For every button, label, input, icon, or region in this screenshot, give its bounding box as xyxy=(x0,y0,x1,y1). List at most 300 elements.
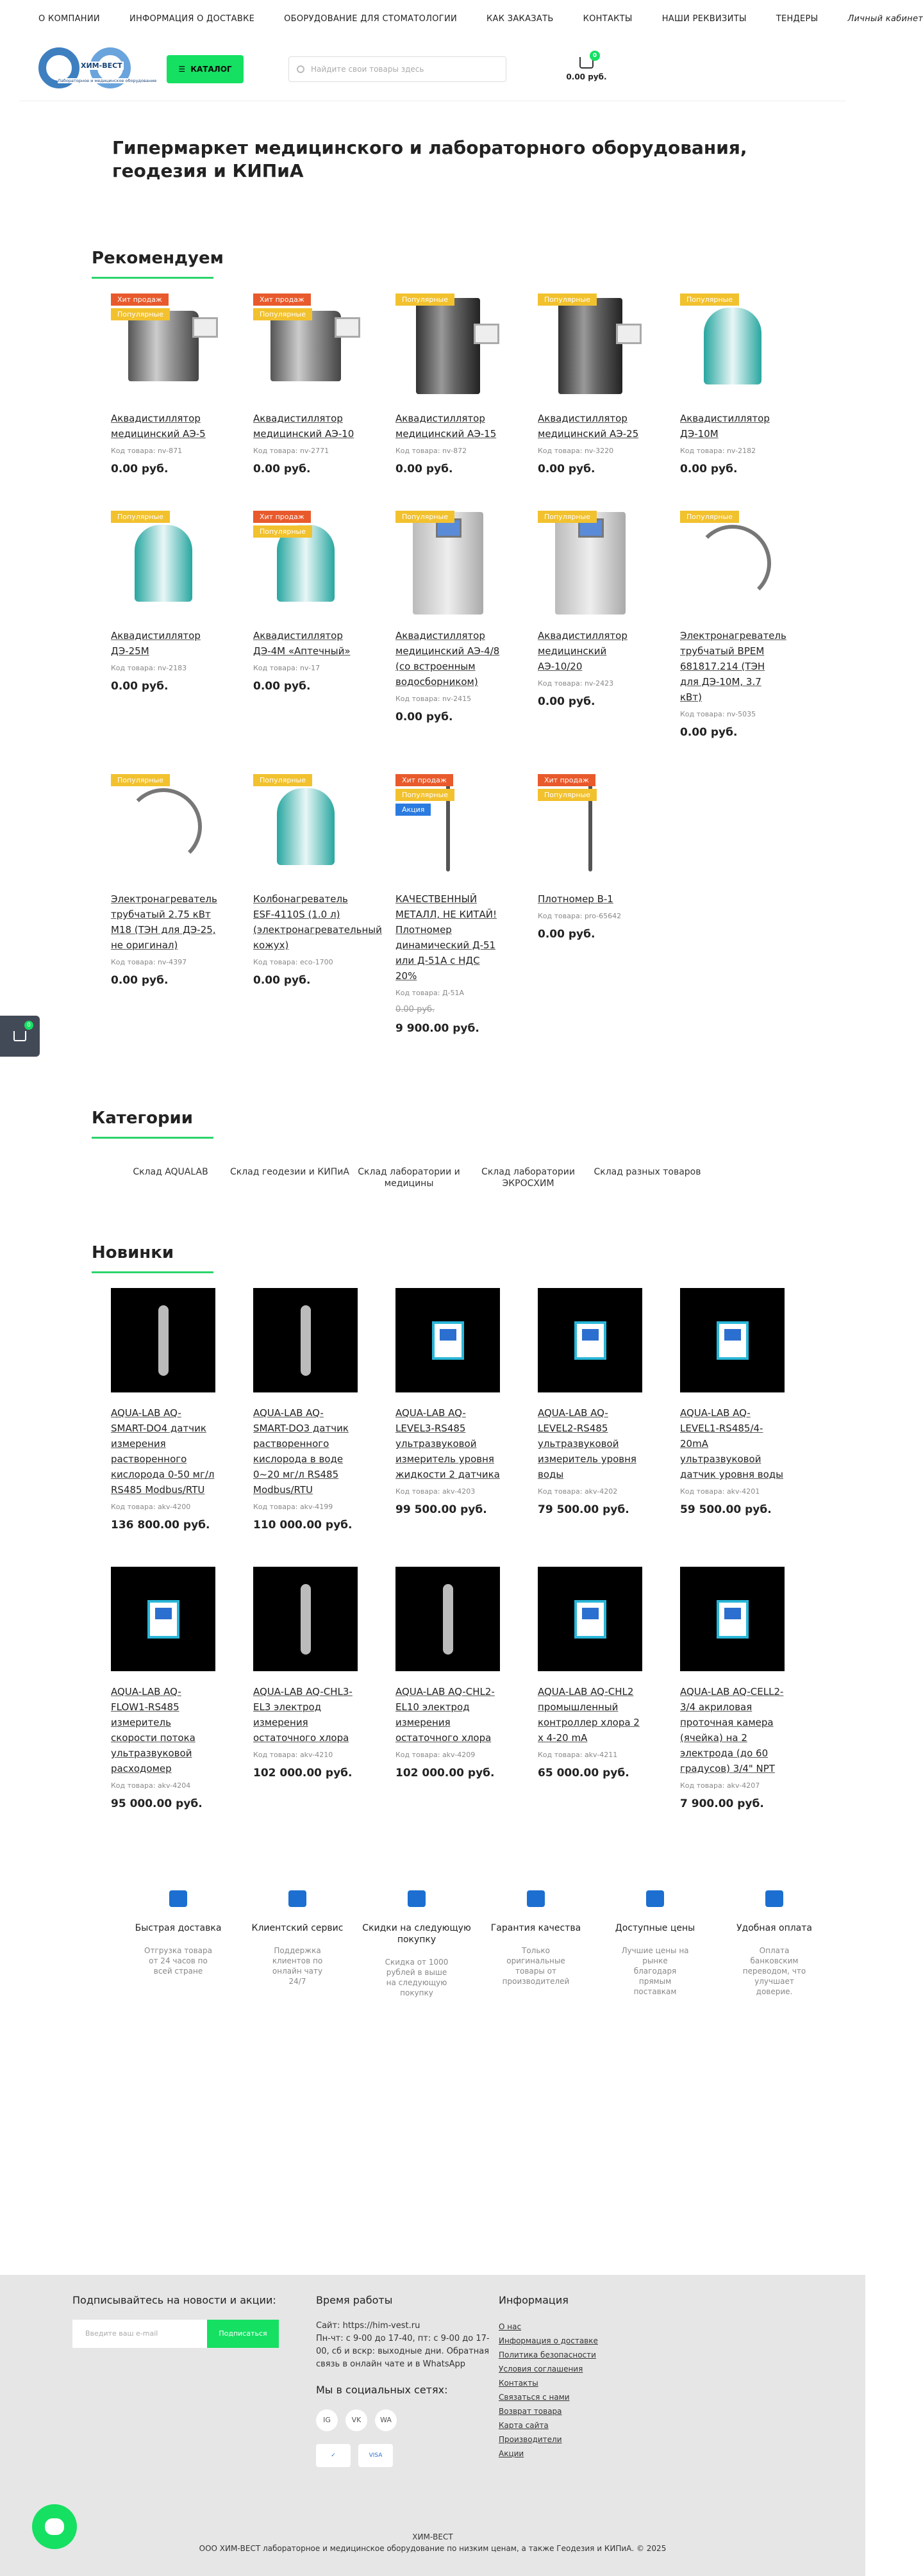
product-badge: Популярные xyxy=(111,511,170,523)
product-code-value: akv-4200 xyxy=(157,1503,191,1511)
product-price: 99 500.00 руб. xyxy=(395,1503,487,1516)
product-name-link[interactable]: Плотномер В-1 xyxy=(538,893,613,905)
top-menu xyxy=(19,0,923,37)
product-name-link[interactable]: AQUA-LAB AQ-FLOW1-RS485 измеритель скорости потока ультразвуковой расходомер xyxy=(111,1686,195,1774)
product-image-box[interactable] xyxy=(111,511,215,615)
product-badge: Популярные xyxy=(253,774,312,786)
product-image-box[interactable] xyxy=(538,1567,642,1671)
product-card xyxy=(661,511,803,739)
product-name-link[interactable]: AQUA-LAB AQ-LEVEL3-RS485 ультразвуковой измеритель уровня жидкости 2 датчика xyxy=(395,1407,500,1480)
footer-info-link[interactable]: Производители xyxy=(499,2435,562,2444)
product-image-box[interactable] xyxy=(253,774,358,879)
product-image[interactable] xyxy=(395,1567,500,1671)
product-old-price: 0.00 руб. xyxy=(395,1005,435,1014)
product-image-box[interactable] xyxy=(253,293,358,398)
subscribe-button[interactable]: Подписаться xyxy=(207,2320,279,2348)
product-code xyxy=(680,1781,803,1790)
product-card xyxy=(92,1288,234,1532)
logo-tagline: Лабораторное и медицинское оборудование xyxy=(58,78,157,83)
product-code-label: Код товара: xyxy=(253,1751,298,1759)
product-badge: Популярные xyxy=(680,511,739,523)
product-code xyxy=(111,958,234,966)
product-badge: Популярные xyxy=(111,308,170,320)
product-card xyxy=(92,511,234,739)
topnav-item[interactable]: О КОМПАНИИ xyxy=(38,13,100,24)
product-name-link[interactable]: Аквадистиллятор медицинский АЭ-4/8 (со встроенным водосборником) xyxy=(395,630,500,688)
logo-name: ХИМ-ВЕСТ xyxy=(81,61,122,70)
footer-info-link[interactable]: Акции xyxy=(499,2449,524,2458)
product-code-value: akv-4209 xyxy=(442,1751,476,1759)
product-code-value: akv-4202 xyxy=(584,1487,618,1496)
feature-title: Удобная оплата xyxy=(736,1923,812,1933)
product-image-box[interactable] xyxy=(395,293,500,398)
product-card xyxy=(234,1288,376,1532)
product-price: 110 000.00 руб. xyxy=(253,1519,353,1532)
product-badges xyxy=(538,511,597,523)
header-cart[interactable] xyxy=(564,52,609,81)
product-code-label: Код товара: xyxy=(680,1781,725,1790)
product-code-label: Код товара: xyxy=(538,679,583,688)
product-badges xyxy=(111,511,170,523)
product-code xyxy=(253,1751,376,1759)
product-badges xyxy=(538,774,597,801)
product-image-box[interactable] xyxy=(395,1288,500,1392)
product-code-label: Код товара: xyxy=(253,447,298,455)
product-image[interactable] xyxy=(253,1567,358,1671)
product-name-link[interactable]: Электронагреватель трубчатый ВРЕМ 681817.214 (ТЭН для ДЭ-10М, 3.7 кВт) xyxy=(680,630,786,703)
product-code-label: Код товара: xyxy=(395,447,440,455)
product-card xyxy=(234,774,382,1035)
product-badge: Популярные xyxy=(538,293,597,306)
product-image[interactable] xyxy=(413,512,483,615)
product-code xyxy=(680,447,803,455)
product-code-value: nv-2423 xyxy=(584,679,614,688)
topnav-item[interactable]: ИНФОРМАЦИЯ О ДОСТАВКЕ xyxy=(129,13,255,24)
product-code-value: eco-1700 xyxy=(299,958,333,966)
product-code xyxy=(395,447,519,455)
product-name-link[interactable]: AQUA-LAB AQ-LEVEL2-RS485 ультразвуковой измеритель уровня воды xyxy=(538,1407,636,1480)
product-image[interactable] xyxy=(416,298,480,394)
product-image-box[interactable] xyxy=(111,774,215,879)
feature-item xyxy=(238,1890,357,2057)
feature-desc: Лучшие цены на рынке благодаря прямым поставкам xyxy=(621,1946,689,1996)
work-site: Сайт: https://him-vest.ru xyxy=(316,2321,420,2331)
product-code xyxy=(395,1487,519,1496)
product-price: 102 000.00 руб. xyxy=(253,1767,353,1779)
product-name-link[interactable]: AQUA-LAB AQ-CELL2-3/4 акриловая проточная камера (ячейка) на 2 электрода (до 60 градусов) 3/4" NPT xyxy=(680,1686,784,1774)
product-image-box[interactable] xyxy=(111,1567,215,1671)
product-card xyxy=(92,293,234,475)
product-image-box[interactable] xyxy=(395,1567,500,1671)
product-name-link[interactable]: Аквадистиллятор ДЭ-4М «Аптечный» xyxy=(253,630,351,657)
product-badge: Хит продаж xyxy=(538,774,595,786)
product-image[interactable] xyxy=(555,512,626,615)
product-badge: Акция xyxy=(395,804,431,816)
new-grid xyxy=(19,1288,846,1845)
product-name-link[interactable]: КАЧЕСТВЕННЫЙ МЕТАЛЛ, НЕ КИТАЙ! Плотномер динамический Д-51 или Д-51А с НДС 20% xyxy=(395,893,497,982)
feature-desc: Только оригинальные товары от производителей xyxy=(502,1946,570,1986)
product-name-link[interactable]: AQUA-LAB AQ-CHL3-EL3 электрод измерения остаточного хлора xyxy=(253,1686,353,1744)
feature-icon xyxy=(646,1890,664,1907)
product-badges xyxy=(253,774,312,786)
product-code-label: Код товара: xyxy=(538,447,583,455)
product-image[interactable] xyxy=(277,788,335,865)
social-icon[interactable]: IG xyxy=(316,2409,338,2431)
product-code xyxy=(111,664,234,672)
product-code-label: Код товара: xyxy=(538,1487,583,1496)
cart-count-badge: 0 xyxy=(590,51,600,61)
site-header xyxy=(19,37,846,101)
section-title-recommend: Рекомендуем xyxy=(19,249,846,293)
product-badges xyxy=(111,293,170,320)
product-name-link[interactable]: Колбонагреватель ESF-4110S (1.0 л) (электронагревательный кожух) xyxy=(253,893,382,951)
feature-item xyxy=(595,1890,715,2057)
product-code-value: nv-2183 xyxy=(157,664,187,672)
product-price: 79 500.00 руб. xyxy=(538,1503,629,1516)
product-image[interactable] xyxy=(253,1288,358,1392)
feature-icon xyxy=(288,1890,306,1907)
logo[interactable] xyxy=(38,42,157,96)
topnav-item[interactable]: ОБОРУДОВАНИЕ ДЛЯ СТОМАТОЛОГИИ xyxy=(284,13,458,24)
product-image-box[interactable] xyxy=(680,293,785,398)
product-price: 0.00 руб. xyxy=(111,680,169,693)
product-code-value: nv-4397 xyxy=(157,958,187,966)
product-image-box[interactable] xyxy=(538,511,642,615)
product-code xyxy=(680,1487,803,1496)
product-code-label: Код товара: xyxy=(253,664,298,672)
product-code-label: Код товара: xyxy=(538,1751,583,1759)
product-code-value: akv-4207 xyxy=(726,1781,760,1790)
product-price: 102 000.00 руб. xyxy=(395,1767,495,1779)
product-code-value: akv-4203 xyxy=(442,1487,476,1496)
product-image-box[interactable] xyxy=(111,1288,215,1392)
product-code xyxy=(111,1781,234,1790)
topnav-item[interactable]: КОНТАКТЫ xyxy=(583,13,633,24)
product-image[interactable] xyxy=(538,1567,642,1671)
product-image[interactable] xyxy=(694,525,771,602)
product-badge: Популярные xyxy=(395,511,454,523)
product-image-box[interactable] xyxy=(395,511,500,615)
feature-icon xyxy=(169,1890,187,1907)
social-icon[interactable]: VK xyxy=(345,2409,367,2431)
product-price: 0.00 руб. xyxy=(253,974,311,987)
product-card xyxy=(661,1567,803,1810)
feature-desc: Поддержка клиентов по онлайн чату 24/7 xyxy=(272,1946,323,1986)
footer-work: Время работы Сайт: https://him-vest.ru Пн-чт: с 9-00 до 17-40, пт: с 9-00 до 17-00, сб и вскр: выходные дни. Обратная связь в онлайн чате и в WhatsApp Мы в социальных сетях: IG VK WA ✓ VISA xyxy=(316,2294,499,2467)
product-image[interactable] xyxy=(395,1288,500,1392)
product-code xyxy=(111,447,234,455)
product-code-value: akv-4201 xyxy=(726,1487,760,1496)
product-image[interactable] xyxy=(111,1288,215,1392)
product-code-label: Код товара: xyxy=(395,695,440,703)
product-price: 0.00 руб. xyxy=(111,463,169,475)
category-link[interactable]: Склад геодезии и КИПиА xyxy=(230,1167,349,1177)
product-price: 0.00 руб. xyxy=(680,726,738,739)
product-image-box[interactable] xyxy=(680,511,785,615)
footer-info-link[interactable]: Информация о доставке xyxy=(499,2336,598,2345)
topnav-item[interactable]: НАШИ РЕКВИЗИТЫ xyxy=(661,13,747,24)
product-image-box[interactable] xyxy=(538,1288,642,1392)
product-code-value: pro-65642 xyxy=(584,912,622,920)
product-code-value: nv-2415 xyxy=(442,695,472,703)
product-code xyxy=(538,912,661,920)
product-badge: Популярные xyxy=(538,789,597,801)
product-price: 0.00 руб. xyxy=(111,974,169,987)
product-code xyxy=(253,958,376,966)
product-badge: Популярные xyxy=(395,789,454,801)
product-code-value: akv-4210 xyxy=(299,1751,333,1759)
product-badge: Популярные xyxy=(253,525,312,538)
product-name-link[interactable]: Аквадистиллятор медицинский АЭ-15 xyxy=(395,413,497,440)
footer-subscribe: Подписывайтесь на новости и акции: Введите ваш e-mail Подписаться xyxy=(72,2294,316,2467)
product-name-link[interactable]: AQUA-LAB AQ-CHL2 промышленный контроллер хлора 2 x 4-20 mA xyxy=(538,1686,640,1744)
category-link[interactable]: Склад лаборатории и медицины xyxy=(358,1167,460,1189)
category-link[interactable]: Склад лаборатории ЭКРОСХИМ xyxy=(481,1167,575,1189)
cart-total: 0.00 руб. xyxy=(566,72,607,81)
product-image-box[interactable] xyxy=(395,774,500,879)
copyright: ХИМ-ВЕСТ ООО ХИМ-ВЕСТ лабораторное и медицинское оборудование по низким ценам, а также Геодезия и КИПиА. © 2025 xyxy=(199,2532,667,2553)
product-card xyxy=(92,774,234,1035)
feature-item xyxy=(476,1890,595,2057)
cart-icon xyxy=(13,1031,26,1041)
topnav-item[interactable]: ТЕНДЕРЫ xyxy=(776,13,819,24)
product-image[interactable] xyxy=(558,298,622,394)
product-badges xyxy=(111,774,170,786)
category-link[interactable]: Склад разных товаров xyxy=(594,1167,701,1177)
product-badges xyxy=(253,293,312,320)
product-price: 7 900.00 руб. xyxy=(680,1797,764,1810)
product-image-box[interactable] xyxy=(538,293,642,398)
product-price: 9 900.00 руб. xyxy=(395,1022,479,1035)
product-card xyxy=(234,1567,376,1810)
product-image[interactable] xyxy=(135,525,192,602)
product-name-link[interactable]: Аквадистиллятор медицинский АЭ-10 xyxy=(253,413,354,440)
footer-info-link[interactable]: Политика безопасности xyxy=(499,2350,596,2359)
product-code-value: nv-5035 xyxy=(726,710,756,718)
product-badge: Хит продаж xyxy=(253,511,311,523)
product-code-label: Код товара: xyxy=(111,1503,156,1511)
whatsapp-button[interactable] xyxy=(32,2504,77,2549)
product-code-label: Код товара: xyxy=(111,958,156,966)
categories-list xyxy=(19,1166,846,1243)
product-price: 0.00 руб. xyxy=(538,463,595,475)
product-image-box[interactable] xyxy=(253,1567,358,1671)
product-card xyxy=(92,1567,234,1810)
product-badge: Популярные xyxy=(538,511,597,523)
product-code-value: akv-4204 xyxy=(157,1781,191,1790)
product-code-label: Код товара: xyxy=(538,912,583,920)
product-price: 0.00 руб. xyxy=(538,695,595,708)
product-price: 59 500.00 руб. xyxy=(680,1503,772,1516)
product-card xyxy=(519,1288,661,1532)
feature-title: Скидки на следующую покупку xyxy=(362,1923,471,1945)
recommend-grid xyxy=(19,293,846,1070)
feature-desc: Оплата банковским переводом, что улучшает доверие. xyxy=(742,1946,806,1996)
product-image[interactable] xyxy=(128,311,199,381)
product-code-value: nv-3220 xyxy=(584,447,614,455)
payment-icon: ✓ xyxy=(316,2444,351,2467)
footer-info: Информация О нас Информация о доставке Политика безопасности Условия соглашения Контакты Связаться с нами Возврат товара Карта сайта Производители Акции xyxy=(499,2294,598,2467)
product-code-label: Код товара: xyxy=(111,447,156,455)
search-icon xyxy=(297,65,304,73)
product-code-label: Код товара: xyxy=(680,447,725,455)
product-name-link[interactable]: Аквадистиллятор ДЭ-25М xyxy=(111,630,201,657)
email-field[interactable]: Введите ваш e-mail xyxy=(72,2320,207,2348)
product-card xyxy=(376,293,519,475)
product-image-box[interactable] xyxy=(253,511,358,615)
product-card xyxy=(376,511,519,739)
search-input[interactable]: Найдите свои товары здесь xyxy=(288,56,506,82)
feature-item xyxy=(715,1890,834,2057)
product-code-value: Д-51А xyxy=(442,989,465,997)
product-code-value: nv-872 xyxy=(442,447,467,455)
product-name-link[interactable]: AQUA-LAB AQ-SMART-DO4 датчик измерения растворенного кислорода 0-50 мг/л RS485 Modbus/RTU xyxy=(111,1407,215,1496)
product-code xyxy=(395,989,519,997)
product-code-label: Код товара: xyxy=(395,1487,440,1496)
product-card xyxy=(661,293,803,475)
page-title: Гипермаркет медицинского и лабораторного оборудования, геодезия и КИПиА xyxy=(112,137,747,181)
footer-info-link[interactable]: Условия соглашения xyxy=(499,2365,583,2374)
product-image[interactable] xyxy=(538,1288,642,1392)
product-name-link[interactable]: AQUA-LAB AQ-LEVEL1-RS485/4-20mA ультразвуковой датчик уровня воды xyxy=(680,1407,783,1480)
product-code-value: nv-2182 xyxy=(726,447,756,455)
product-code-value: nv-871 xyxy=(157,447,183,455)
product-image-box[interactable] xyxy=(680,1567,785,1671)
product-price: 0.00 руб. xyxy=(680,463,738,475)
footer-info-link[interactable]: Возврат товара xyxy=(499,2407,562,2416)
product-badges xyxy=(680,511,739,523)
footer-info-link[interactable]: Контакты xyxy=(499,2379,538,2388)
product-code-label: Код товара: xyxy=(395,989,440,997)
product-code xyxy=(538,679,661,688)
product-price: 0.00 руб. xyxy=(538,928,595,941)
floating-cart-button[interactable] xyxy=(0,1016,40,1057)
product-image-box[interactable] xyxy=(680,1288,785,1392)
product-name-link[interactable]: Аквадистиллятор медицинский АЭ-5 xyxy=(111,413,206,440)
product-badge: Популярные xyxy=(680,293,739,306)
product-price: 136 800.00 руб. xyxy=(111,1519,210,1532)
product-card xyxy=(376,774,519,1035)
footer xyxy=(0,2275,865,2576)
product-badge: Популярные xyxy=(111,774,170,786)
product-code xyxy=(538,1487,661,1496)
category-link[interactable]: Склад AQUALAB xyxy=(133,1167,208,1177)
product-card xyxy=(234,511,376,739)
product-badge: Популярные xyxy=(395,293,454,306)
product-code xyxy=(538,1751,661,1759)
footer-info-link[interactable]: О нас xyxy=(499,2322,522,2331)
footer-info-link[interactable]: Связаться с нами xyxy=(499,2393,570,2402)
product-badges xyxy=(395,774,454,816)
product-name-link[interactable]: Аквадистиллятор медицинский АЭ-10/20 xyxy=(538,630,628,672)
product-code xyxy=(395,695,519,703)
product-code xyxy=(538,447,661,455)
product-code-value: nv-2771 xyxy=(299,447,329,455)
product-card xyxy=(376,1288,519,1532)
product-badges xyxy=(680,293,739,306)
product-name-link[interactable]: Электронагреватель трубчатый 2.75 кВт М18 (ТЭН для ДЭ-25, не оригинал) xyxy=(111,893,217,951)
product-price: 0.00 руб. xyxy=(253,463,311,475)
product-code xyxy=(253,664,376,672)
work-hours: Пн-чт: с 9-00 до 17-40, пт: с 9-00 до 17-00, сб и вскр: выходные дни. Обратная связь в онлайн чате и в WhatsApp xyxy=(316,2334,490,2369)
feature-item xyxy=(357,1890,476,2057)
feature-title: Доступные цены xyxy=(615,1923,695,1933)
product-card xyxy=(376,1567,519,1810)
feature-icon xyxy=(527,1890,545,1907)
product-name-link[interactable]: AQUA-LAB AQ-CHL2-EL10 электрод измерения остаточного хлора xyxy=(395,1686,495,1744)
product-code-value: akv-4199 xyxy=(299,1503,333,1511)
product-name-link[interactable]: Аквадистиллятор медицинский АЭ-25 xyxy=(538,413,639,440)
social-icon[interactable]: WA xyxy=(375,2409,397,2431)
product-code-label: Код товара: xyxy=(111,664,156,672)
product-name-link[interactable]: Аквадистиллятор ДЭ-10М xyxy=(680,413,770,440)
product-badges xyxy=(395,511,454,523)
social-links xyxy=(316,2409,499,2431)
product-code-label: Код товара: xyxy=(111,1781,156,1790)
personal-cabinet-link[interactable]: Личный кабинет xyxy=(847,13,923,24)
section-title-new: Новинки xyxy=(19,1243,846,1288)
product-price: 0.00 руб. xyxy=(395,711,453,723)
payment-icon: VISA xyxy=(358,2444,393,2467)
product-card xyxy=(519,774,661,1035)
feature-title: Клиентский сервис xyxy=(251,1923,344,1933)
feature-title: Быстрая доставка xyxy=(135,1923,222,1933)
product-code-label: Код товара: xyxy=(680,1487,725,1496)
product-image[interactable] xyxy=(680,1567,785,1671)
product-card xyxy=(519,293,661,475)
product-code-value: akv-4211 xyxy=(584,1751,618,1759)
product-badge: Хит продаж xyxy=(395,774,453,786)
features-row xyxy=(19,1890,846,2057)
product-price: 65 000.00 руб. xyxy=(538,1767,629,1779)
product-image-box[interactable] xyxy=(538,774,642,879)
product-price: 95 000.00 руб. xyxy=(111,1797,203,1810)
product-image-box[interactable] xyxy=(253,1288,358,1392)
product-code xyxy=(253,1503,376,1511)
product-name-link[interactable]: AQUA-LAB AQ-SMART-DO3 датчик растворенного кислорода в воде 0~20 мг/л RS485 Modbus/RTU xyxy=(253,1407,349,1496)
product-badges xyxy=(538,293,597,306)
catalog-button[interactable]: ☰ КАТАЛОГ xyxy=(167,55,244,83)
whatsapp-icon xyxy=(45,2518,64,2535)
menu-icon: ☰ xyxy=(178,64,186,74)
footer-info-link[interactable]: Карта сайта xyxy=(499,2421,549,2430)
topnav-item[interactable]: КАК ЗАКАЗАТЬ xyxy=(486,13,554,24)
product-card xyxy=(519,1567,661,1810)
product-code-label: Код товара: xyxy=(253,958,298,966)
product-card xyxy=(519,511,661,739)
product-image[interactable] xyxy=(680,1288,785,1392)
product-badges xyxy=(395,293,454,306)
product-card xyxy=(661,1288,803,1532)
product-code-label: Код товара: xyxy=(680,710,725,718)
product-badge: Популярные xyxy=(253,308,312,320)
payment-logos xyxy=(316,2444,499,2467)
product-image[interactable] xyxy=(111,1567,215,1671)
product-badges xyxy=(253,511,312,538)
product-badge: Хит продаж xyxy=(111,293,169,306)
product-code-label: Код товара: xyxy=(253,1503,298,1511)
feature-title: Гарантия качества xyxy=(490,1923,581,1933)
product-image[interactable] xyxy=(704,308,761,384)
product-badge: Хит продаж xyxy=(253,293,311,306)
product-price: 0.00 руб. xyxy=(253,680,311,693)
feature-icon xyxy=(765,1890,783,1907)
product-image[interactable] xyxy=(125,788,202,865)
product-image[interactable] xyxy=(270,311,341,381)
product-code xyxy=(253,447,376,455)
page xyxy=(19,0,923,2275)
product-image-box[interactable] xyxy=(111,293,215,398)
